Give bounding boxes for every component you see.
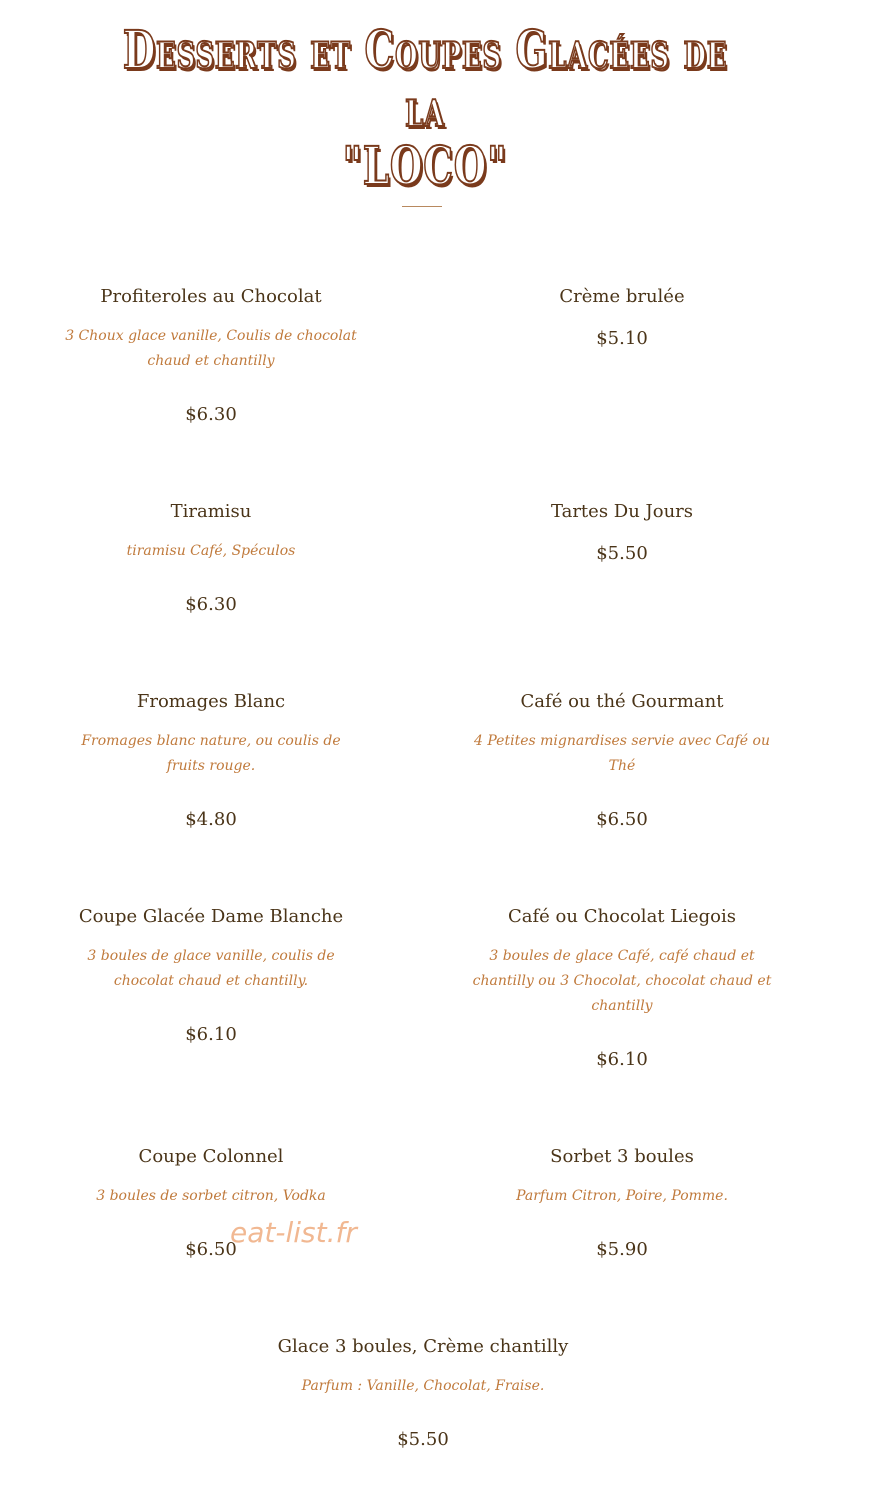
item-price: $6.30 [185, 404, 237, 425]
menu-item-creme-brulee [462, 286, 782, 350]
item-description: Parfum Citron, Poire, Pomme. [516, 1188, 728, 1204]
item-description: 3 boules de sorbet citron, Vodka [96, 1188, 326, 1204]
item-price: $6.10 [596, 1049, 648, 1070]
item-price: $6.50 [185, 1239, 237, 1260]
item-description: 3 Choux glace vanille, Coulis de chocolat chaud et chantilly [65, 328, 357, 369]
item-name: Sorbet 3 boules [550, 1146, 694, 1167]
item-description: Parfum : Vanille, Chocolat, Fraise. [301, 1378, 545, 1394]
item-name: Glace 3 boules, Crème chantilly [277, 1336, 569, 1357]
item-description: 4 Petites mignardises servie avec Café ou Thé [474, 733, 770, 774]
item-description: 3 boules de glace Café, café chaud et chantilly ou 3 Chocolat, chocolat chaud et chantilly [472, 948, 772, 1014]
item-price: $6.10 [185, 1024, 237, 1045]
item-name: Café ou Chocolat Liegois [508, 906, 736, 927]
watermark: eat-list.fr [230, 1216, 357, 1249]
item-name: Tartes Du Jours [550, 501, 694, 522]
item-name: Coupe Glacée Dame Blanche [78, 906, 344, 927]
menu-item-profiteroles [51, 286, 371, 426]
item-name: Fromages Blanc [136, 691, 286, 712]
menu-item-tartes-du-jours [462, 501, 782, 565]
item-description: tiramisu Café, Spéculos [126, 543, 296, 559]
item-description: Fromages blanc nature, ou coulis de fruits rouge. [81, 733, 341, 774]
item-price: $6.30 [185, 594, 237, 615]
page-title-line-2: "LOCO" [342, 136, 508, 197]
item-name: Profiteroles au Chocolat [100, 286, 322, 307]
title-divider [402, 206, 442, 207]
item-price: $5.90 [596, 1239, 648, 1260]
item-name: Tiramisu [170, 501, 252, 522]
menu-item-cafe-the-gourmant [462, 691, 782, 831]
menu-item-tiramisu [51, 501, 371, 616]
item-price: $4.80 [185, 809, 237, 830]
menu-item-dame-blanche [51, 906, 371, 1046]
menu-item-fromages-blanc [51, 691, 371, 831]
menu-item-sorbet [462, 1146, 782, 1261]
item-price: $5.50 [397, 1429, 449, 1450]
page-title [119, 22, 731, 196]
item-price: $5.50 [596, 543, 648, 564]
item-description: 3 boules de glace vanille, coulis de chocolat chaud et chantilly. [87, 948, 335, 989]
page-title-line-1: Desserts et Coupes Glacées de la [122, 20, 728, 139]
item-name: Café ou thé Gourmant [520, 691, 724, 712]
item-price: $5.10 [596, 328, 648, 349]
item-name: Crème brulée [559, 286, 685, 307]
menu-item-glace-chantilly [263, 1336, 583, 1451]
item-name: Coupe Colonnel [138, 1146, 284, 1167]
menu-item-liegois [462, 906, 782, 1071]
item-price: $6.50 [596, 809, 648, 830]
